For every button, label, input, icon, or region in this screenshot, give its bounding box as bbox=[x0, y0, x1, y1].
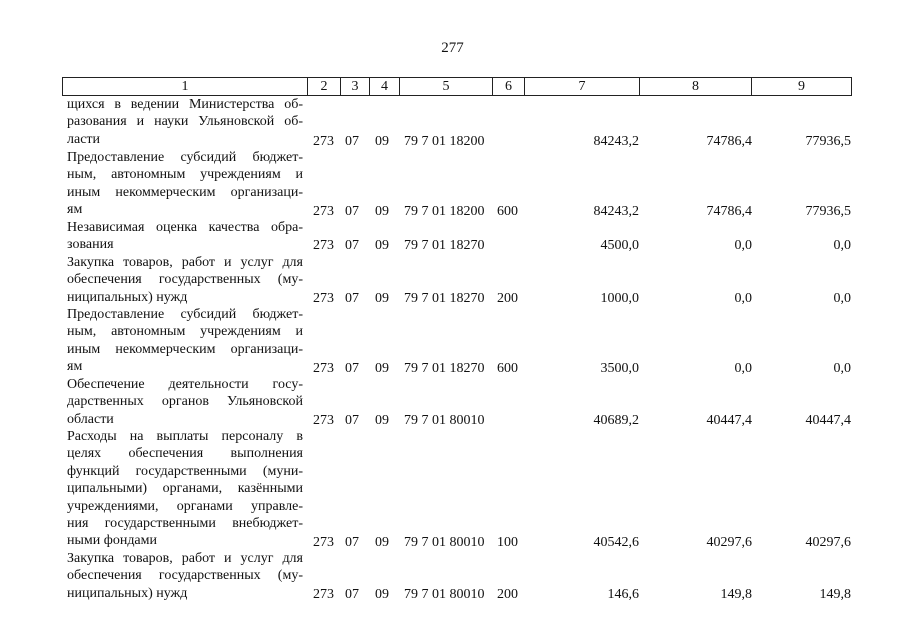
cell-target-article: 79 7 01 80010 bbox=[404, 413, 485, 428]
cell-amount-col8: 40297,6 bbox=[706, 535, 752, 550]
description-line: ям bbox=[67, 202, 83, 218]
cell-ministry-code: 273 bbox=[313, 204, 334, 219]
cell-amount-col7: 40542,6 bbox=[593, 535, 639, 550]
cell-section: 07 bbox=[345, 587, 359, 602]
cell-target-article: 79 7 01 18270 bbox=[404, 291, 485, 306]
cell-ministry-code: 273 bbox=[313, 535, 334, 550]
description-line: обеспечения государственных (му- bbox=[67, 272, 303, 288]
description-line: области bbox=[67, 411, 114, 427]
row-description bbox=[67, 149, 303, 219]
cell-target-article: 79 7 01 18200 bbox=[404, 204, 485, 219]
header-col-8: 8 bbox=[639, 77, 752, 96]
cell-target-article: 79 7 01 18270 bbox=[404, 238, 485, 253]
cell-subsection: 09 bbox=[375, 413, 389, 428]
description-line: иным некоммерческим организаци- bbox=[67, 341, 303, 357]
cell-amount-col7: 146,6 bbox=[607, 587, 639, 602]
description-line: разования и науки Ульяновской об- bbox=[67, 114, 303, 130]
description-line: ным, автономным учреждениям и bbox=[67, 167, 303, 183]
description-line: ными фондами bbox=[67, 533, 158, 549]
cell-amount-col9: 0,0 bbox=[833, 361, 851, 376]
cell-ministry-code: 273 bbox=[313, 291, 334, 306]
cell-subsection: 09 bbox=[375, 134, 389, 149]
cell-amount-col9: 149,8 bbox=[819, 587, 851, 602]
description-line: функций государственными (муни- bbox=[67, 463, 303, 479]
description-line: дарственных органов Ульяновской bbox=[67, 394, 303, 410]
description-line: ципальными) органами, казёнными bbox=[67, 481, 303, 497]
cell-section: 07 bbox=[345, 134, 359, 149]
description-line: Обеспечение деятельности госу- bbox=[67, 377, 303, 392]
description-line: Предоставление субсидий бюджет- bbox=[67, 150, 303, 165]
row-description bbox=[67, 550, 303, 602]
cell-amount-col9: 77936,5 bbox=[805, 204, 851, 219]
header-col-6: 6 bbox=[492, 77, 525, 96]
cell-ministry-code: 273 bbox=[313, 413, 334, 428]
cell-expense-type: 200 bbox=[497, 587, 518, 602]
cell-subsection: 09 bbox=[375, 587, 389, 602]
description-line: зования bbox=[67, 237, 114, 253]
cell-section: 07 bbox=[345, 535, 359, 550]
cell-target-article: 79 7 01 80010 bbox=[404, 587, 485, 602]
header-col-7: 7 bbox=[524, 77, 640, 96]
cell-expense-type: 600 bbox=[497, 204, 518, 219]
cell-ministry-code: 273 bbox=[313, 361, 334, 376]
header-col-9: 9 bbox=[751, 77, 852, 96]
description-line: Предоставление субсидий бюджет- bbox=[67, 307, 303, 322]
header-col-4: 4 bbox=[369, 77, 400, 96]
header-col-3: 3 bbox=[340, 77, 370, 96]
cell-amount-col7: 84243,2 bbox=[593, 204, 639, 219]
description-line: обеспечения государственных (му- bbox=[67, 568, 303, 584]
cell-amount-col9: 0,0 bbox=[833, 291, 851, 306]
description-line: Независимая оценка качества обра- bbox=[67, 220, 303, 235]
cell-amount-col8: 0,0 bbox=[734, 238, 752, 253]
header-col-1: 1 bbox=[62, 77, 308, 96]
row-description bbox=[67, 306, 303, 376]
cell-target-article: 79 7 01 18270 bbox=[404, 361, 485, 376]
cell-expense-type: 100 bbox=[497, 535, 518, 550]
cell-amount-col7: 3500,0 bbox=[600, 361, 639, 376]
header-col-5: 5 bbox=[399, 77, 493, 96]
description-line: ниципальных) нужд bbox=[67, 289, 188, 305]
cell-section: 07 bbox=[345, 204, 359, 219]
cell-amount-col8: 74786,4 bbox=[706, 204, 752, 219]
cell-amount-col9: 0,0 bbox=[833, 238, 851, 253]
cell-amount-col7: 4500,0 bbox=[600, 238, 639, 253]
description-line: щихся в ведении Министерства об- bbox=[67, 97, 303, 112]
cell-amount-col7: 40689,2 bbox=[593, 413, 639, 428]
description-line: Закупка товаров, работ и услуг для bbox=[67, 551, 303, 566]
cell-amount-col8: 0,0 bbox=[734, 291, 752, 306]
cell-target-article: 79 7 01 80010 bbox=[404, 535, 485, 550]
row-description bbox=[67, 376, 303, 428]
cell-section: 07 bbox=[345, 291, 359, 306]
cell-amount-col8: 74786,4 bbox=[706, 134, 752, 149]
cell-section: 07 bbox=[345, 238, 359, 253]
description-line: ласти bbox=[67, 131, 101, 147]
page-number: 277 bbox=[441, 40, 464, 56]
description-line: целях обеспечения выполнения bbox=[67, 446, 303, 462]
cell-subsection: 09 bbox=[375, 204, 389, 219]
cell-ministry-code: 273 bbox=[313, 238, 334, 253]
cell-amount-col9: 40447,4 bbox=[805, 413, 851, 428]
cell-amount-col8: 40447,4 bbox=[706, 413, 752, 428]
cell-amount-col9: 40297,6 bbox=[805, 535, 851, 550]
cell-expense-type: 600 bbox=[497, 361, 518, 376]
description-line: Закупка товаров, работ и услуг для bbox=[67, 255, 303, 270]
row-description bbox=[67, 428, 303, 550]
cell-subsection: 09 bbox=[375, 535, 389, 550]
header-col-2: 2 bbox=[307, 77, 341, 96]
cell-section: 07 bbox=[345, 361, 359, 376]
description-line: Расходы на выплаты персоналу в bbox=[67, 429, 303, 444]
description-line: учреждениями, органами управле- bbox=[67, 498, 303, 514]
cell-amount-col8: 0,0 bbox=[734, 361, 752, 376]
cell-ministry-code: 273 bbox=[313, 587, 334, 602]
row-description bbox=[67, 254, 303, 306]
cell-subsection: 09 bbox=[375, 291, 389, 306]
row-description bbox=[67, 219, 303, 254]
cell-subsection: 09 bbox=[375, 238, 389, 253]
cell-section: 07 bbox=[345, 413, 359, 428]
cell-amount-col7: 1000,0 bbox=[600, 291, 639, 306]
description-line: ям bbox=[67, 359, 83, 375]
description-line: иным некоммерческим организаци- bbox=[67, 184, 303, 200]
description-line: ным, автономным учреждениям и bbox=[67, 324, 303, 340]
cell-amount-col7: 84243,2 bbox=[593, 134, 639, 149]
description-line: ниципальных) нужд bbox=[67, 585, 188, 601]
description-line: ния государственными внебюджет- bbox=[67, 516, 303, 532]
cell-amount-col9: 77936,5 bbox=[805, 134, 851, 149]
cell-subsection: 09 bbox=[375, 361, 389, 376]
cell-target-article: 79 7 01 18200 bbox=[404, 134, 485, 149]
row-description bbox=[67, 96, 303, 148]
cell-expense-type: 200 bbox=[497, 291, 518, 306]
cell-amount-col8: 149,8 bbox=[720, 587, 752, 602]
cell-ministry-code: 273 bbox=[313, 134, 334, 149]
